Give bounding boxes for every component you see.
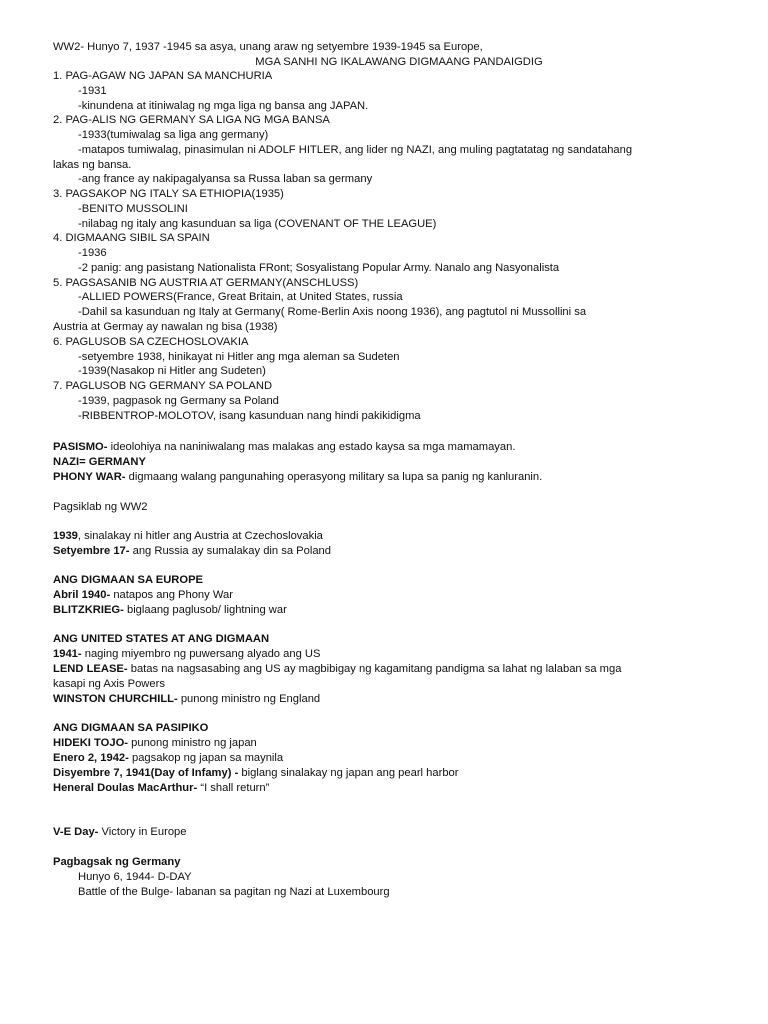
section-heading: Pagsiklab ng WW2 (53, 501, 148, 513)
timeline-term: Disyembre 7, 1941(Day of Infamy) (53, 767, 232, 779)
timeline-text: sinalakay ni hitler ang Austria at Czechoslovakia (84, 530, 323, 542)
definition-term: PHONY WAR (53, 471, 122, 483)
section-heading: ANG UNITED STATES AT ANG DIGMAAN (53, 633, 270, 645)
cause-note: -nilabag ng italy ang kasunduan sa liga (COVENANT OF THE LEAGUE) (78, 218, 437, 230)
timeline-item: 1939, sinalakay ni hitler ang Austria at Czechoslovakia (53, 530, 323, 542)
timeline-term: V-E Day (53, 826, 95, 838)
ve-day-entry: V-E Day- Victory in Europe (53, 826, 187, 838)
timeline-text: biglaang paglusob/ lightning war (126, 604, 287, 616)
cause-title: 5. PAGSASANIB NG AUSTRIA AT GERMANY(ANSCHLUSS) (53, 277, 359, 289)
timeline-note: Hunyo 6, 1944- D-DAY (78, 871, 192, 883)
definition-term: NAZI= GERMANY (53, 456, 146, 468)
cause-note: -2 panig: ang pasistang Nationalista FRont; Sosyalistang Popular Army. Nanalo ang Nasyonalista (78, 262, 560, 274)
timeline-term: WINSTON CHURCHILL (53, 693, 174, 705)
definition-text: ideolohiya na naniniwalang mas malakas ang estado kaysa sa mga mamamayan. (110, 441, 516, 453)
timeline-term: HIDEKI TOJO (53, 737, 125, 749)
cause-note: -setyembre 1938, hinikayat ni Hitler ang mga aleman sa Sudeten (78, 351, 400, 363)
definition: PASISMO- ideolohiya na naniniwalang mas malakas ang estado kaysa sa mga mamamayan. (53, 441, 516, 453)
cause-note: -matapos tumiwalag, pinasimulan ni ADOLF HITLER, ang lider ng NAZI, ang muling pagtatatag ng sandatahang (78, 144, 633, 156)
timeline-text: punong ministro ng England (180, 693, 321, 705)
timeline-term: 1939 (53, 530, 78, 542)
cause-note: -ang france ay nakipagalyansa sa Russa laban sa germany (78, 173, 373, 185)
cause-title: 1. PAG-AGAW NG JAPAN SA MANCHURIA (53, 70, 273, 82)
timeline-item: HIDEKI TOJO- punong ministro ng japan (53, 737, 257, 749)
cause-title: 7. PAGLUSOB NG GERMANY SA POLAND (53, 380, 273, 392)
section-heading: ANG DIGMAAN SA EUROPE (53, 574, 204, 586)
timeline-term: BLITZKRIEG (53, 604, 121, 616)
cause-note: -Dahil sa kasunduan ng Italy at Germany( Rome-Berlin Axis noong 1936), ang pagtutol ni Mussollini sa (78, 306, 587, 318)
timeline-item: Abril 1940- natapos ang Phony War (53, 589, 233, 601)
cause-note: -BENITO MUSSOLINI (78, 203, 188, 215)
timeline-term: LEND LEASE (53, 663, 124, 675)
timeline-term: 1941 (53, 648, 78, 660)
cause-note: -1933(tumiwalag sa liga ang germany) (78, 129, 269, 141)
cause-note: -1939(Nasakop ni Hitler ang Sudeten) (78, 365, 266, 377)
timeline-text: batas na nagsasabing ang US ay magbibigay ng kagamitang pandigma sa lahat ng lalaban sa mga (130, 663, 622, 675)
header-line: WW2- Hunyo 7, 1937 -1945 sa asya, unang araw ng setyembre 1939-1945 sa Europe, (53, 41, 483, 53)
definition-text: digmaang walang pangunahing operasyong military sa lupa sa panig ng kanluranin. (128, 471, 543, 483)
cause-note: -ALLIED POWERS(France, Great Britain, at United States, russia (78, 291, 403, 303)
timeline-note: Battle of the Bulge- labanan sa pagitan ng Nazi at Luxembourg (78, 886, 390, 898)
definition: PHONY WAR- digmaang walang pangunahing operasyong military sa lupa sa panig ng kanluranin. (53, 471, 543, 483)
timeline-term: Abril 1940 (53, 589, 107, 601)
timeline-text: “I shall return” (200, 782, 270, 794)
timeline-item: LEND LEASE- batas na nagsasabing ang US ay magbibigay ng kagamitang pandigma sa lahat ng lalaban sa mga (53, 663, 622, 675)
timeline-text-continued: kasapi ng Axis Powers (53, 678, 165, 690)
definition (53, 455, 720, 470)
timeline-text: naging miyembro ng puwersang alyado ang US (84, 648, 321, 660)
cause-title: 2. PAG-ALIS NG GERMANY SA LIGA NG MGA BANSA (53, 114, 330, 126)
timeline-item: Heneral Doulas MacArthur- “I shall return” (53, 782, 270, 794)
cause-note-continued: Austria at Germay ay nawalan ng bisa (1938) (53, 321, 278, 333)
cause-note: -1931 (78, 85, 107, 97)
cause-note: -1939, pagpasok ng Germany sa Poland (78, 395, 279, 407)
timeline-item: WINSTON CHURCHILL- punong ministro ng England (53, 693, 321, 705)
cause-title: 4. DIGMAANG SIBIL SA SPAIN (53, 232, 210, 244)
cause-note: -RIBBENTROP-MOLOTOV, isang kasunduan nang hindi pakikidigma (78, 410, 421, 422)
timeline-text: punong ministro ng japan (131, 737, 257, 749)
cause-note-continued: lakas ng bansa. (53, 159, 132, 171)
cause-title: 6. PAGLUSOB SA CZECHOSLOVAKIA (53, 336, 249, 348)
timeline-item: Enero 2, 1942- pagsakop ng japan sa maynila (53, 752, 284, 764)
section-heading: Pagbagsak ng Germany (53, 856, 181, 868)
timeline-item: 1941- naging miyembro ng puwersang alyado ang US (53, 648, 321, 660)
timeline-item: Disyembre 7, 1941(Day of Infamy) - biglang sinalakay ng japan ang pearl harbor (53, 767, 459, 779)
timeline-item: BLITZKRIEG- biglaang paglusob/ lightning war (53, 604, 287, 616)
timeline-item: Setyembre 17- ang Russia ay sumalakay din sa Poland (53, 545, 331, 557)
timeline-text: Victory in Europe (101, 826, 187, 838)
timeline-term: Enero 2, 1942 (53, 752, 126, 764)
timeline-text: ang Russia ay sumalakay din sa Poland (132, 545, 331, 557)
timeline-text: biglang sinalakay ng japan ang pearl harbor (241, 767, 459, 779)
timeline-text: pagsakop ng japan sa maynila (131, 752, 284, 764)
section-heading: ANG DIGMAAN SA PASIPIKO (53, 722, 209, 734)
cause-title: 3. PAGSAKOP NG ITALY SA ETHIOPIA(1935) (53, 188, 284, 200)
timeline-term: Heneral Doulas MacArthur (53, 782, 194, 794)
timeline-text: natapos ang Phony War (113, 589, 233, 601)
definition-term: PASISMO (53, 441, 104, 453)
timeline-term: Setyembre 17 (53, 545, 126, 557)
cause-note: -kinundena at itiniwalag ng mga liga ng bansa ang JAPAN. (78, 100, 369, 112)
cause-note: -1936 (78, 247, 107, 259)
document-title: MGA SANHI NG IKALAWANG DIGMAANG PANDAIGDIG (255, 56, 543, 68)
